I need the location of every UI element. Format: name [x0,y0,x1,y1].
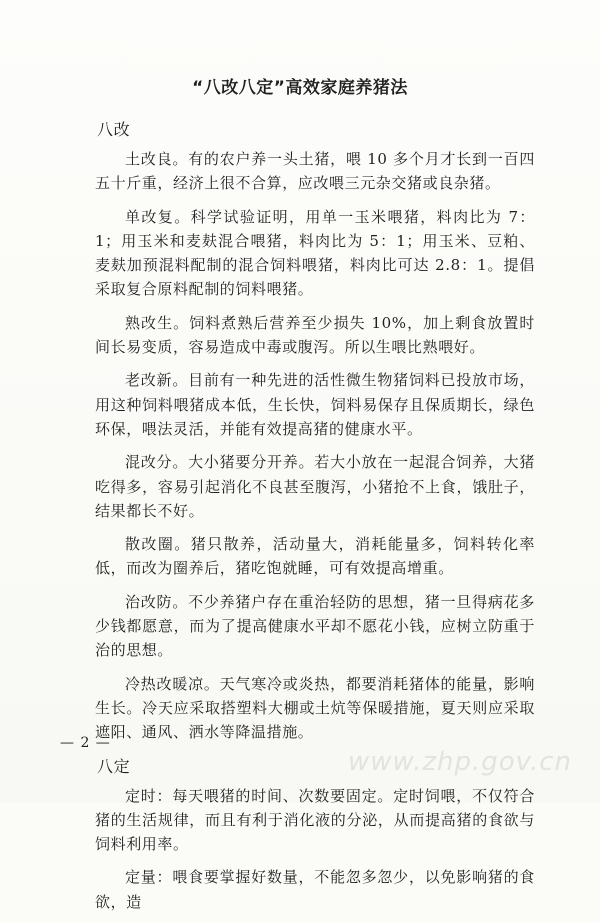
paragraph-dangaifu: 单改复。科学试验证明，用单一玉米喂猪，料肉比为 7：1；用玉米和麦麸混合喂猪，料肉比为 5：1；用玉米、豆粕、麦麸加预混料配制的混合饲料喂猪，料肉比可达 2.8：1。提倡采取复合原料配制的饲料喂猪。 [95,207,535,299]
paragraph-hungaifen: 混改分。大小猪要分开养。若大小放在一起混合饲养，大猪吃得多，容易引起消化不良甚至腹泻，小猪抢不上食，饿肚子，结果都长不好。 [95,453,535,520]
paragraph-laogaixin: 老改新。目前有一种先进的活性微生物猪饲料已投放市场，用这种饲料喂猪成本低，生长快，饲料易保存且保质期长，绿色环保，喂法灵活，并能有效提高猪的健康水平。 [95,371,535,438]
paragraph-sangaijuan: 散改圈。猪只散养，活动量大，消耗能量多，饲料转化率低，而改为圈养后，猪吃饱就睡，可有效提高增重。 [95,535,535,578]
paragraph-tugailiang: 土改良。有的农户养一头土猪，喂 10 多个月才长到一百四五十斤重，经济上很不合算，应改喂三元杂交猪或良杂猪。 [95,150,535,193]
paragraph-dingshi: 定时：每天喂猪的时间、次数要固定。定时饲喂，不仅符合猪的生活规律，而且有利于消化液的分泌，从而提高猪的食欲与饲料利用率。 [95,786,535,854]
paragraph-dingliang: 定量：喂食要掌握好数量，不能忽多忽少，以免影响猪的食欲，造 [95,868,535,911]
watermark: www.zhp.gov.cn [347,747,572,777]
document-title: “八改八定”高效家庭养猪法 [192,78,408,98]
section-heading-bagai: 八改 [97,120,131,139]
paragraph-zhigaifang: 治改防。不少养猪户存在重治轻防的思想，猪一旦得病花多少钱都愿意，而为了提高健康水平却不愿花小钱，应树立防重于治的思想。 [95,592,535,660]
section-heading-bading: 八定 [97,756,131,776]
paragraph-lengregainuanliang: 冷热改暖凉。天气寒冷或炎热，都要消耗猪体的能量，影响生长。冷天应采取搭塑料大棚或土炕等保暖措施，夏天则应采取遮阳、通风、洒水等降温措施。 [95,674,535,742]
document-body [95,117,535,923]
page-number: — 2 — [60,735,111,751]
paragraph-shugaisheng: 熟改生。饲料煮熟后营养至少损失 10%，加上剩食放置时间长易变质，容易造成中毒或腹泻。所以生喂比熟喂好。 [95,313,535,357]
